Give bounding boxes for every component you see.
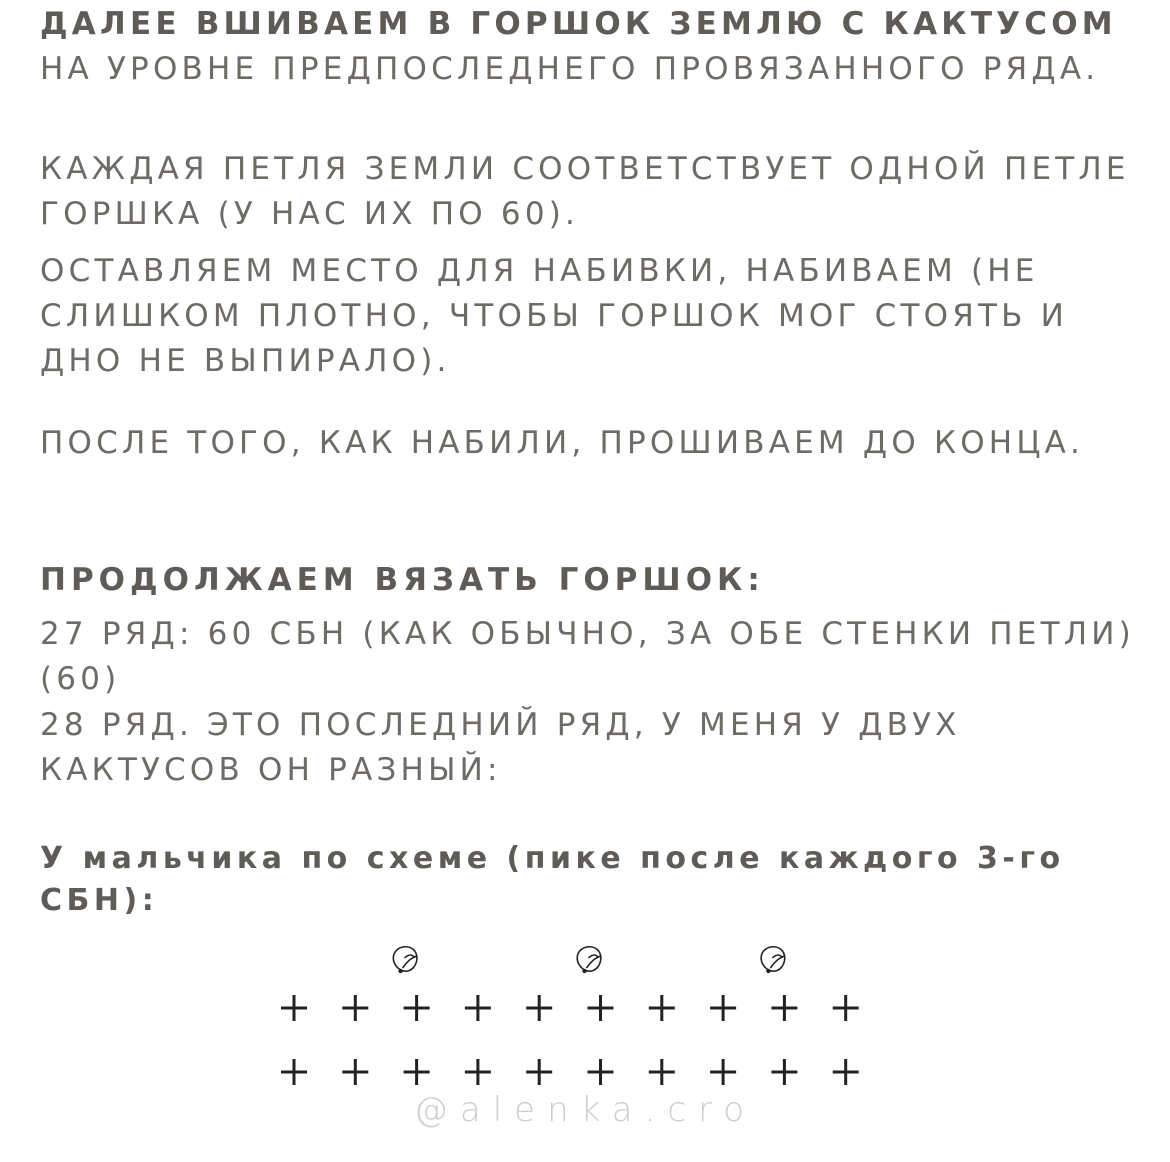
row-27-instruction: 27 РЯД: 60 СБН (КАК ОБЫЧНО, ЗА ОБЕ СТЕНКИ ПЕТЛИ) (60)	[40, 616, 1135, 697]
finish-note: ПОСЛЕ ТОГО, КАК НАБИЛИ, ПРОШИВАЕМ ДО КОНЦА.	[40, 425, 1085, 461]
sc-stitch-symbol	[649, 995, 675, 1021]
sc-stitch-symbol	[404, 995, 430, 1021]
sc-stitch-symbol	[342, 1059, 368, 1085]
intro-rest-text: НА УРОВНЕ ПРЕДПОСЛЕДНЕГО ПРОВЯЗАННОГО РЯДА.	[40, 51, 1100, 87]
boy-scheme-title: У мальчика по схеме (пике после каждого 3-го СБН):	[40, 841, 1065, 918]
loops-note: КАЖДАЯ ПЕТЛЯ ЗЕМЛИ СООТВЕТСТВУЕТ ОДНОЙ ПЕТЛЕ ГОРШКА (У НАС ИХ ПО 60).	[40, 151, 1130, 232]
picot-symbol	[761, 947, 785, 973]
watermark: @alenka.cro	[413, 1090, 757, 1130]
sc-stitch-symbol	[710, 995, 736, 1021]
stuffing-note: ОСТАВЛЯЕМ МЕСТО ДЛЯ НАБИВКИ, НАБИВАЕМ (НЕ СЛИШКОМ ПЛОТНО, ЧТОБЫ ГОРШОК МОГ СТОЯТЬ И ДНО НЕ ВЫПИРАЛО).	[40, 253, 1069, 379]
sc-stitch-symbol	[833, 995, 859, 1021]
sc-stitch-symbol	[771, 995, 797, 1021]
intro-bold-text: ДАЛЕЕ ВШИВАЕМ В ГОРШОК ЗЕМЛЮ С КАКТУСОМ	[40, 6, 1117, 42]
sc-stitch-symbol	[342, 995, 368, 1021]
sc-stitch-symbol	[465, 1059, 491, 1085]
sc-stitch-symbol	[649, 1059, 675, 1085]
sc-stitch-symbol	[771, 1059, 797, 1085]
sc-stitch-symbol	[281, 1059, 307, 1085]
sc-stitch-symbol	[465, 995, 491, 1021]
sc-stitch-symbol	[281, 995, 307, 1021]
row-28-instruction: 28 РЯД. ЭТО ПОСЛЕДНИЙ РЯД, У МЕНЯ У ДВУХ КАКТУСОВ ОН РАЗНЫЙ:	[40, 707, 961, 788]
sc-stitch-symbol	[404, 1059, 430, 1085]
continue-heading: ПРОДОЛЖАЕМ ВЯЗАТЬ ГОРШОК:	[40, 562, 765, 598]
scheme-stitches	[281, 947, 859, 1085]
sc-stitch-symbol	[588, 995, 614, 1021]
sc-stitch-symbol	[526, 1059, 552, 1085]
sc-stitch-symbol	[526, 995, 552, 1021]
sc-stitch-symbol	[588, 1059, 614, 1085]
picot-symbol	[393, 947, 417, 973]
picot-symbol	[577, 947, 601, 973]
sc-stitch-symbol	[833, 1059, 859, 1085]
sc-stitch-symbol	[710, 1059, 736, 1085]
